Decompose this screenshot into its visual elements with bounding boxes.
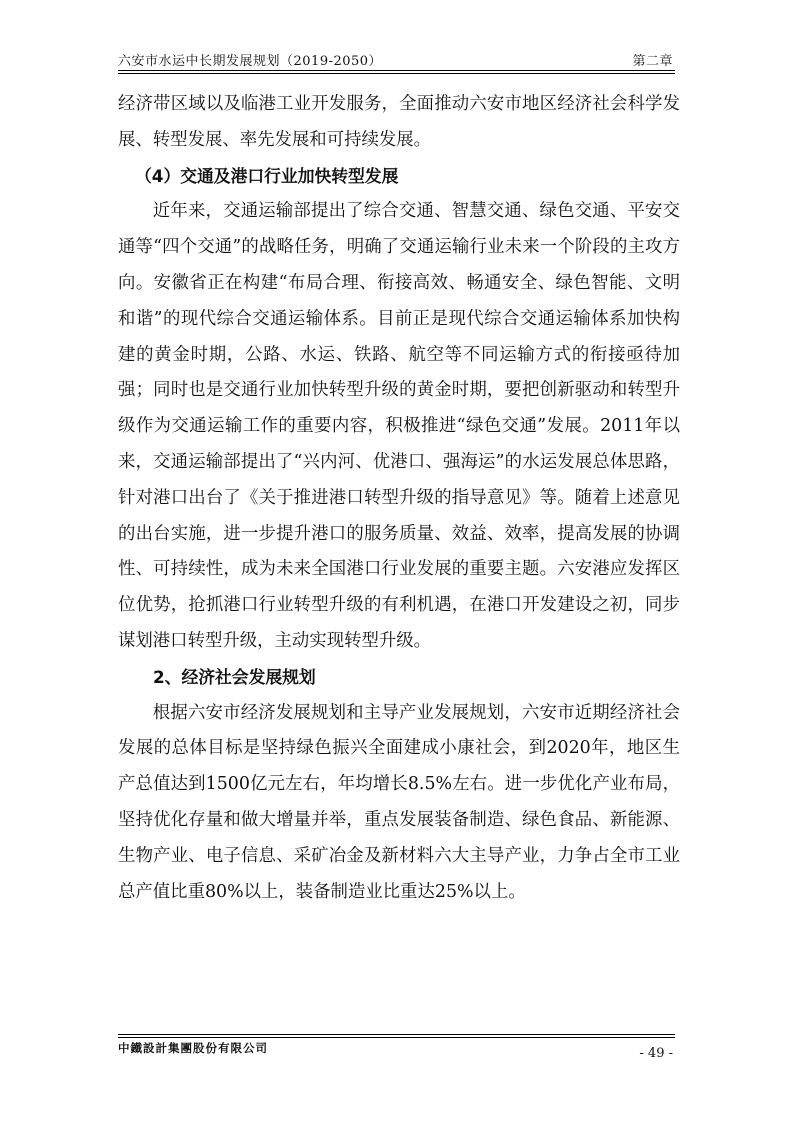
- section-heading: 2、经济社会发展规划: [153, 666, 316, 687]
- document-title: 六安市水运中长期发展规划（2019-2050）: [118, 54, 383, 69]
- document-body: [118, 87, 680, 910]
- page-header: [118, 44, 675, 71]
- paragraph-economy: 根据六安市经济发展规划和主导产业发展规划，六安市近期经济社会发展的总体目标是坚持绿色振兴全面建成小康社会，到2020年，地区生产总值达到1500亿元左右，年均增长8.5%左右。进一步优化产业布局，坚持优化存量和做大增量并举，重点发展装备制造、绿色食品、新能源、生物产业、电子信息、采矿冶金及新材料六大主导产业，力争占全市工业总产值比重80%以上，装备制造业比重达25%以上。: [118, 702, 680, 902]
- footer-divider: [118, 1034, 675, 1035]
- paragraph-transport: 近年来，交通运输部提出了综合交通、智慧交通、绿色交通、平安交通等“四个交通”的战略任务，明确了交通运输行业未来一个阶段的主攻方向。安徽省正在构建“布局合理、衔接高效、畅通安全、绿色智能、文明和谐”的现代综合交通运输体系。目前正是现代综合交通运输体系加快构建的黄金时期，公路、水运、铁路、航空等不同运输方式的衔接亟待加强；同时也是交通行业加快转型升级的黄金时期，要把创新驱动和转型升级作为交通运输工作的重要内容，积极推进“绿色交通”发展。2011年以来，交通运输部提出了“兴内河、优港口、强海运”的水运发展总体思路，针对港口出台了《关于推进港口转型升级的指导意见》等。随着上述意见的出台实施，进一步提升港口的服务质量、效益、效率，提高发展的协调性、可持续性，成为未来全国港口行业发展的重要主题。六安港应发挥区位优势，抢抓港口行业转型升级的有利机遇，在港口开发建设之初，同步谋划港口转型升级，主动实现转型升级。: [118, 201, 680, 651]
- page-number: - 49 -: [639, 1046, 673, 1061]
- paragraph-continued: 经济带区域以及临港工业开发服务，全面推动六安市地区经济社会科学发展、转型发展、率先发展和可持续发展。: [118, 94, 680, 150]
- company-name: 中鐵設計集團股份有限公司: [118, 1041, 268, 1055]
- footer-divider-secondary: [118, 1037, 675, 1038]
- header-divider: [118, 73, 675, 74]
- subsection-heading: （4）交通及港口行业加快转型发展: [135, 165, 399, 186]
- chapter-label: 第二章: [632, 54, 673, 69]
